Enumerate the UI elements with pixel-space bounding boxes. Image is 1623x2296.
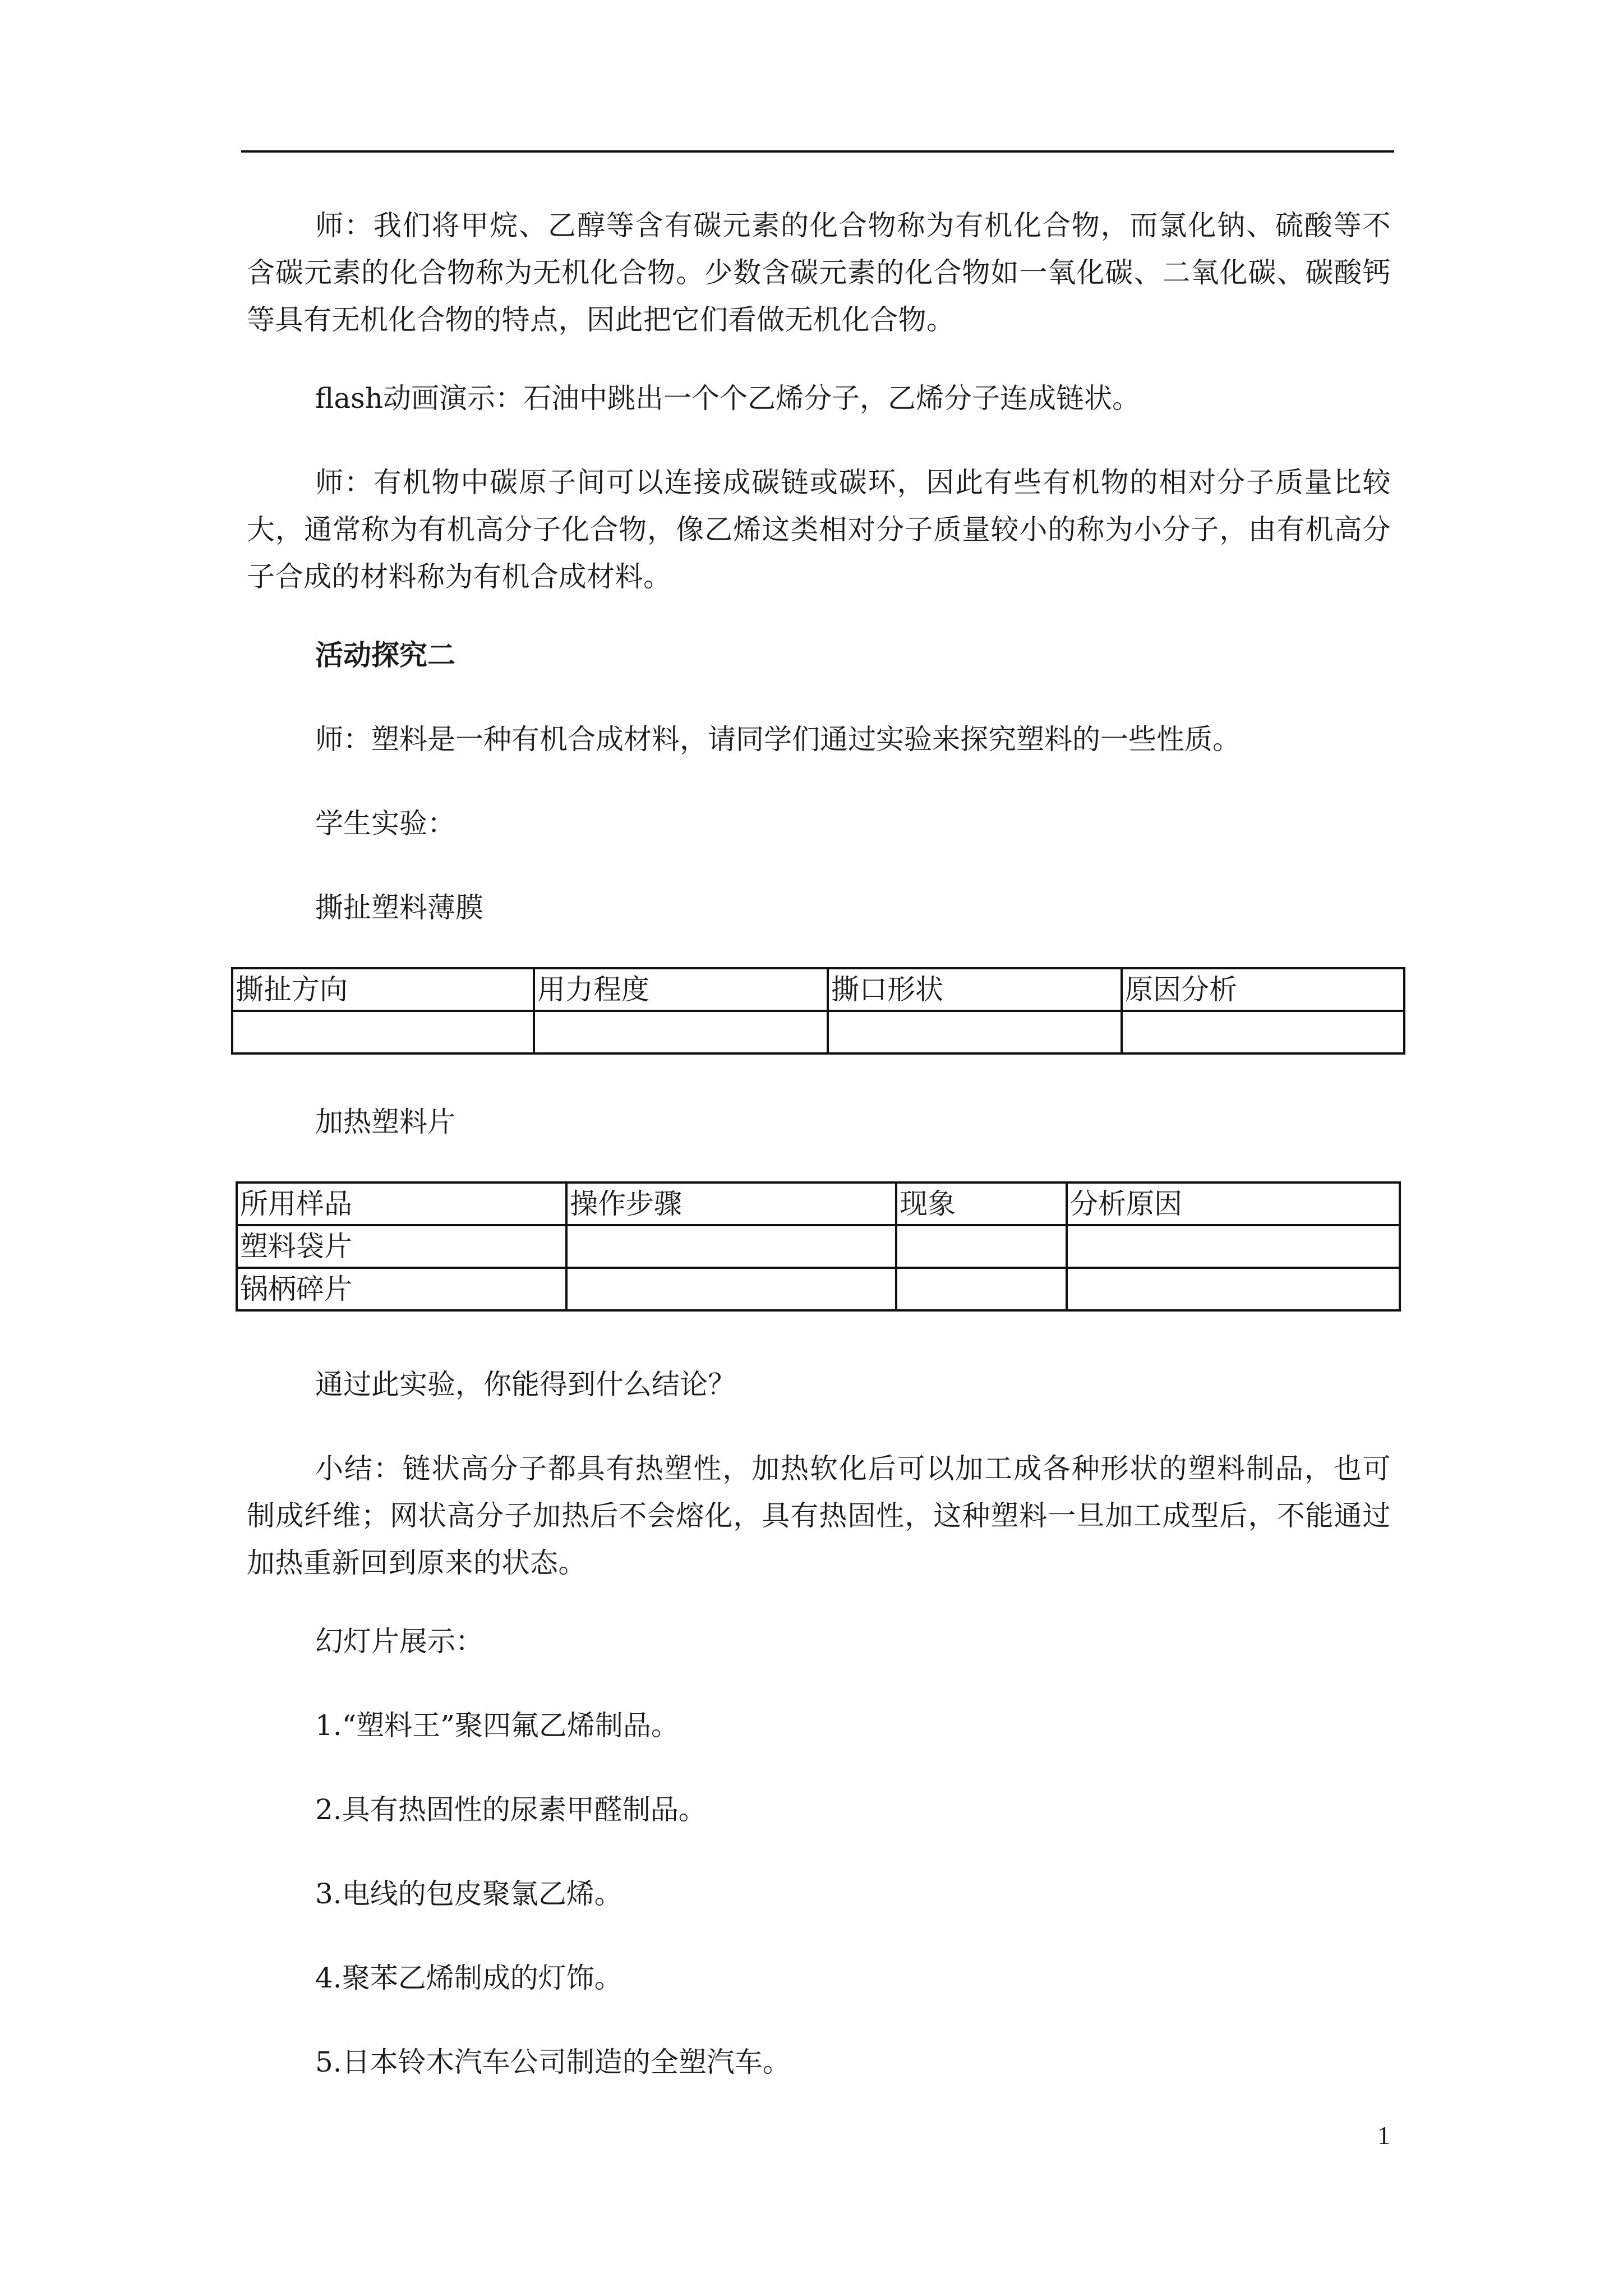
table-header-cell: 现象 (896, 1182, 1067, 1225)
table-cell (896, 1268, 1067, 1310)
paragraph-polymers: 师：有机物中碳原子间可以连接成碳链或碳环，因此有些有机物的相对分子质量比较大，通常称为有机高分子化合物，像乙烯这类相对分子质量较小的称为小分子，由有机高分子合成的材料称为有机合成材料。 (247, 466, 1391, 593)
table-header-row (232, 968, 1404, 1011)
paragraph-conclusion-question: 通过此实验，你能得到什么结论？ (315, 1368, 736, 1401)
table-cell (232, 1011, 534, 1053)
table-header-cell: 撕口形状 (828, 968, 1122, 1011)
paragraph-summary: 小结：链状高分子都具有热塑性，加热软化后可以加工成各种形状的塑料制品，也可制成纤维；网状高分子加热后不会熔化，具有热固性，这种塑料一旦加工成型后，不能通过加热重新回到原来的状态。 (247, 1452, 1391, 1579)
section-heading: 活动探究二 (315, 638, 455, 671)
table-header-cell: 操作步骤 (566, 1182, 896, 1225)
table-header-cell: 分析原因 (1067, 1182, 1400, 1225)
table-cell (828, 1011, 1122, 1053)
table-header-row (237, 1182, 1400, 1225)
heat-plastic-table (236, 1181, 1401, 1312)
table-row (237, 1225, 1400, 1268)
paragraph-slideshow: 幻灯片展示： (315, 1625, 483, 1658)
table-header-cell: 原因分析 (1122, 968, 1404, 1011)
list-item: 3.电线的包皮聚氯乙烯。 (315, 1878, 623, 1910)
list-item: 1.“塑料王”聚四氟乙烯制品。 (315, 1709, 679, 1742)
list-item: 2.具有热固性的尿素甲醛制品。 (315, 1793, 707, 1826)
table-header-cell: 用力程度 (534, 968, 828, 1011)
table-cell (1067, 1225, 1400, 1268)
paragraph-flash-demo: flash动画演示：石油中跳出一个个乙烯分子，乙烯分子连成链状。 (315, 382, 1141, 415)
table-cell (1122, 1011, 1404, 1053)
page-number: 1 (1377, 2121, 1390, 2150)
paragraph-tear-film: 撕扯塑料薄膜 (315, 891, 483, 924)
table-cell (1067, 1268, 1400, 1310)
paragraph-organic-compounds: 师：我们将甲烷、乙醇等含有碳元素的化合物称为有机化合物，而氯化钠、硫酸等不含碳元素的化合物称为无机化合物。少数含碳元素的化合物如一氧化碳、二氧化碳、碳酸钙等具有无机化合物的特点，因此把它们看做无机化合物。 (247, 209, 1391, 336)
table-cell (566, 1225, 896, 1268)
paragraph-plastic-intro: 师：塑料是一种有机合成材料，请同学们通过实验来探究塑料的一些性质。 (315, 723, 1241, 756)
table-cell (896, 1225, 1067, 1268)
table-cell: 塑料袋片 (237, 1225, 566, 1268)
paragraph-heat-plastic: 加热塑料片 (315, 1106, 455, 1138)
table-cell: 锅柄碎片 (237, 1268, 566, 1310)
tear-film-table (231, 967, 1405, 1055)
list-item: 4.聚苯乙烯制成的灯饰。 (315, 1962, 623, 1994)
header-rule (241, 150, 1394, 153)
paragraph-student-experiment: 学生实验： (315, 807, 455, 840)
table-cell (534, 1011, 828, 1053)
table-row (232, 1011, 1404, 1053)
table-header-cell: 撕扯方向 (232, 968, 534, 1011)
table-cell (566, 1268, 896, 1310)
table-header-cell: 所用样品 (237, 1182, 566, 1225)
list-item: 5.日本铃木汽车公司制造的全塑汽车。 (315, 2046, 791, 2078)
table-row (237, 1268, 1400, 1310)
